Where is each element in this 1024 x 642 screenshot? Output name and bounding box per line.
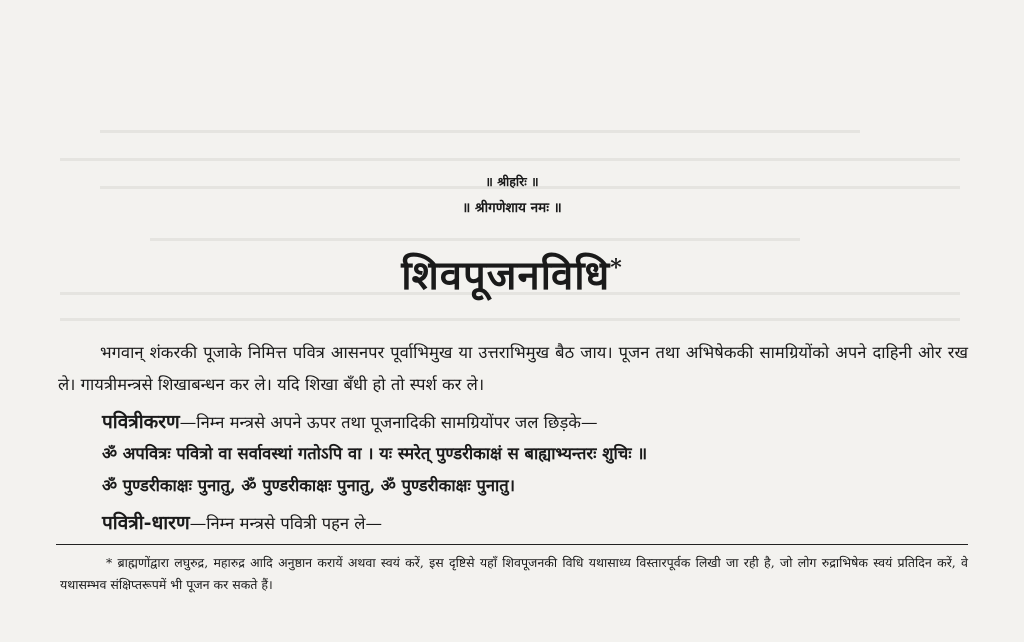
footnote-divider — [56, 544, 968, 545]
bleed-through-text — [100, 130, 860, 133]
pavitri-dharan-line — [102, 509, 382, 535]
pavitri-dharan-text: —निम्न मन्त्रसे पवित्री पहन ले— — [189, 514, 382, 533]
title-text: शिवपूजनविधि — [401, 252, 611, 299]
bleed-through-text — [60, 318, 960, 321]
pavitrikaran-heading: पवित्रीकरण — [102, 411, 180, 433]
pavitri-dharan-heading: पवित्री-धारण — [102, 512, 190, 534]
mantra-pundarikaksha: ॐ पुण्डरीकाक्षः पुनातु, ॐ पुण्डरीकाक्षः पुनातु, ॐ पुण्डरीकाक्षः पुनातु। — [102, 476, 515, 495]
intro-paragraph: भगवान् शंकरकी पूजाके निमित्त पवित्र आसनपर पूर्वाभिमुख या उत्तराभिमुख बैठ जाय। पूजन तथा अभिषेककी सामग्रियोंको अपने दाहिनी ओर रख ले। गायत्रीमन्त्रसे शिखाबन्धन कर ले। यदि शिखा बँधी हो तो स्पर्श कर ले। — [58, 343, 968, 394]
shri-ganesh-invocation: ॥ श्रीगणेशाय नमः ॥ — [462, 200, 562, 216]
mantra-apavitra: ॐ अपवित्रः पवित्रो वा सर्वावस्थां गतोऽपि वा । यः स्मरेत् पुण्डरीकाक्षं स बाह्याभ्यन्तरः शुचिः ॥ — [102, 444, 648, 463]
page-title — [0, 246, 1024, 301]
pavitrikaran-text: —निम्न मन्त्रसे अपने ऊपर तथा पूजनादिकी सामग्रियोंपर जल छिड़के— — [179, 413, 598, 432]
footnote-marker: * — [610, 255, 623, 281]
pavitrikaran-line — [102, 408, 597, 434]
bleed-through-text — [60, 158, 960, 161]
bleed-through-text — [150, 238, 800, 241]
footnote: * ब्राह्मणोंद्वारा लघुरुद्र, महारुद्र आदि अनुष्ठान करायें अथवा स्वयं करें, इस दृष्टिसे यहाँ शिवपूजनकी विधि यथासाध्य विस्तारपूर्वक लिखी जा रही है, जो लोग रुद्राभिषेक स्वयं प्रतिदिन करें, वे यथासम्भव संक्षिप्तरूपमें भी पूजन कर सकते हैं। — [60, 555, 968, 592]
shri-hari-invocation: ॥ श्रीहरिः ॥ — [485, 174, 539, 189]
